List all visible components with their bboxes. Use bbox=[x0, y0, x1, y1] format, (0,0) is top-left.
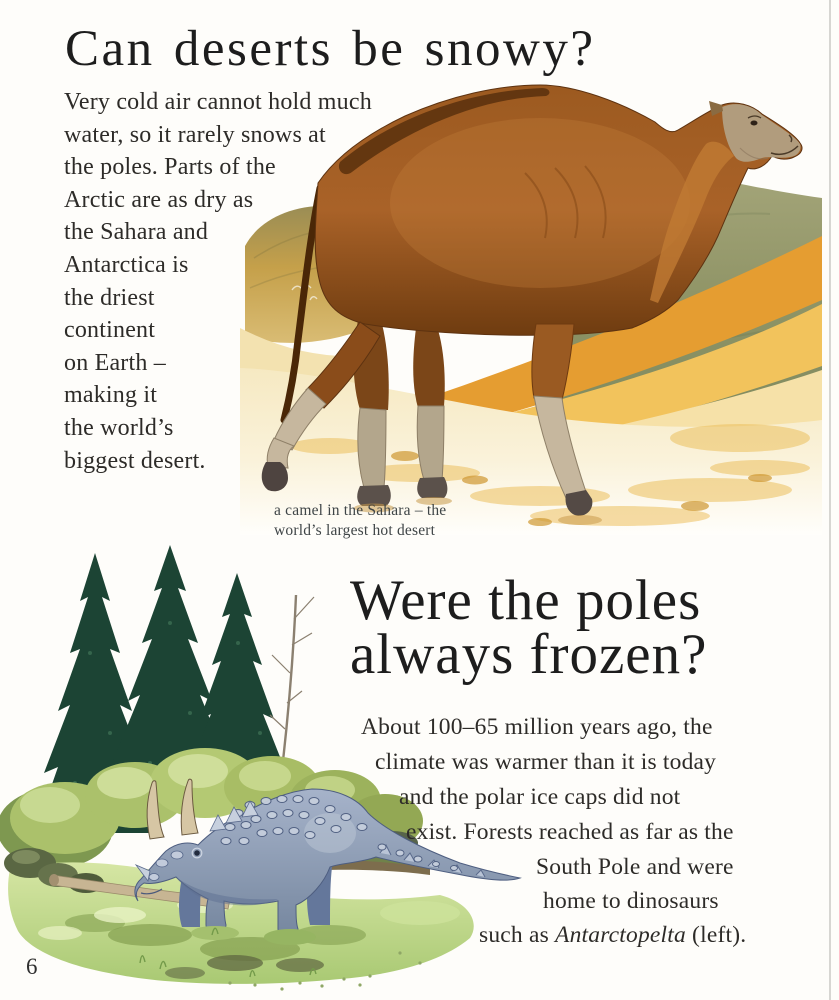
text-line: biggest desert. bbox=[64, 447, 206, 474]
text-line: exist. Forests reached as far as the bbox=[406, 819, 734, 845]
camel-caption bbox=[274, 501, 446, 541]
text-line: home to dinosaurs bbox=[543, 888, 719, 914]
question-1-body bbox=[64, 86, 372, 477]
question-2-title bbox=[350, 569, 708, 686]
text-line: climate was warmer than it is today bbox=[375, 749, 717, 775]
camel-eye bbox=[751, 121, 758, 126]
text-line: and the polar ice caps did not bbox=[399, 784, 681, 810]
caption-line: a camel in the Sahara – the bbox=[274, 502, 447, 519]
dinosaur-eye bbox=[194, 850, 200, 856]
camel-hoof bbox=[417, 477, 447, 498]
text-line: Arctic are as dry as bbox=[64, 186, 254, 213]
text-line: water, so it rarely snows at bbox=[64, 121, 326, 148]
title-line: Were the poles bbox=[350, 569, 702, 632]
text-line: the poles. Parts of the bbox=[64, 154, 276, 181]
text-line: Very cold air cannot hold much bbox=[64, 89, 372, 115]
question-1-title: Can deserts be snowy? bbox=[65, 21, 596, 77]
text-line: Antarctica is bbox=[64, 251, 189, 278]
dead-sapling bbox=[270, 595, 314, 761]
text-line bbox=[479, 922, 746, 949]
text-line: South Pole and were bbox=[536, 854, 734, 880]
text-span: (left). bbox=[685, 922, 747, 948]
title-line: always frozen? bbox=[350, 623, 708, 686]
text-line: About 100–65 million years ago, the bbox=[361, 714, 713, 740]
caption-line: world’s largest hot desert bbox=[274, 522, 436, 539]
species-name-italic: Antarctopelta bbox=[555, 922, 686, 948]
text-line: the Sahara and bbox=[64, 219, 209, 246]
text-line: on Earth – bbox=[64, 349, 166, 376]
page-number: 6 bbox=[26, 954, 38, 979]
text-line: making it bbox=[64, 382, 158, 409]
text-span: such as bbox=[479, 922, 556, 948]
text-line: the driest bbox=[64, 284, 155, 311]
page-edge-line bbox=[829, 0, 831, 1000]
text-line: the world’s bbox=[64, 414, 174, 441]
text-line: continent bbox=[64, 317, 156, 344]
